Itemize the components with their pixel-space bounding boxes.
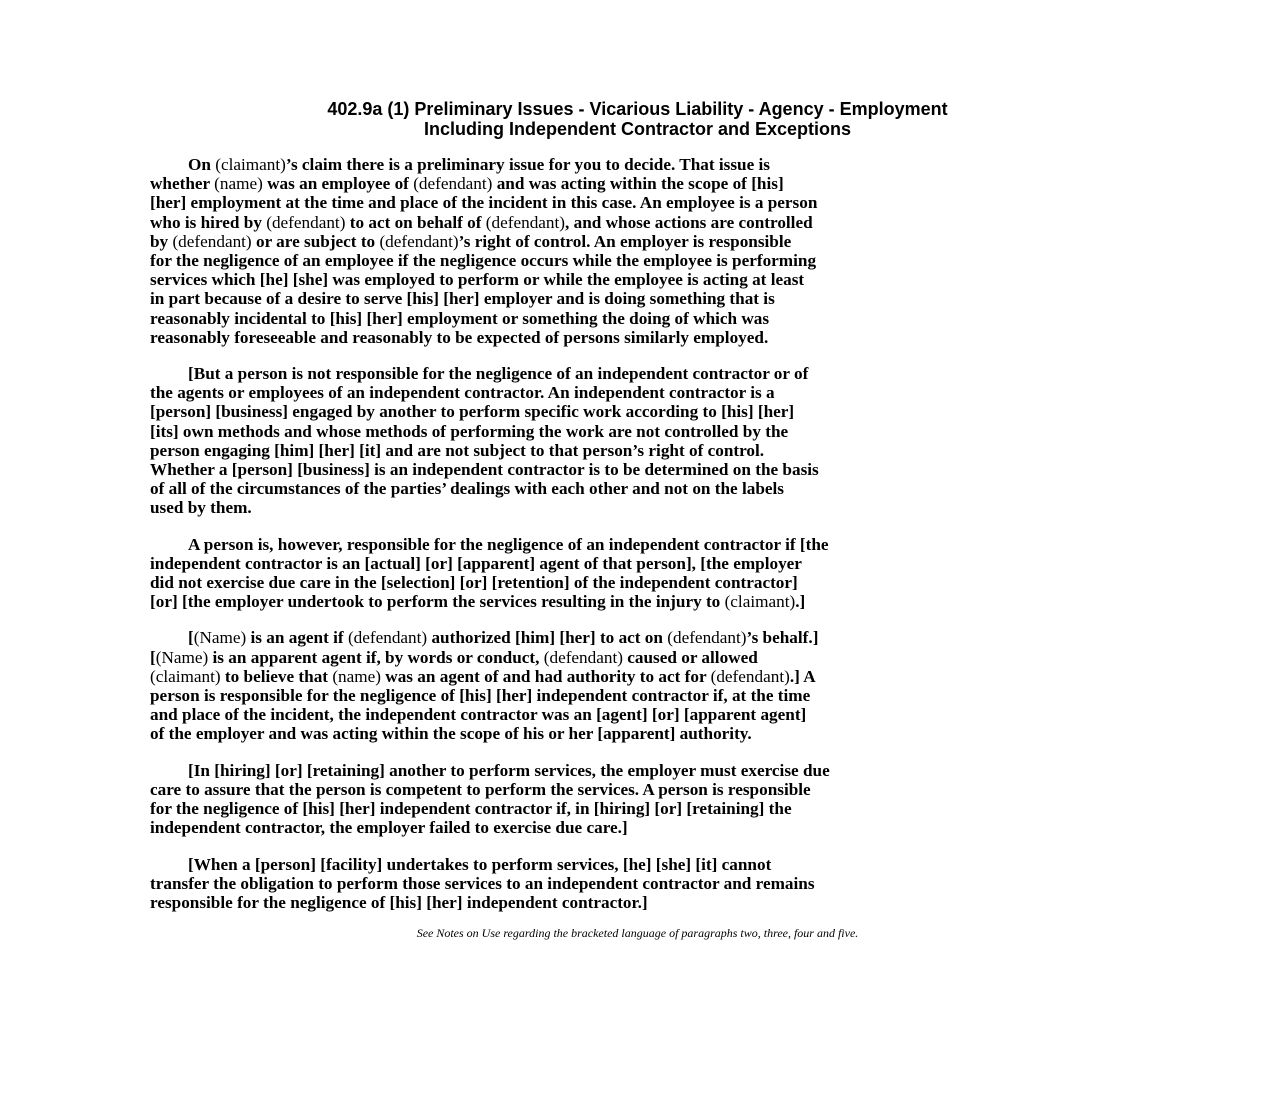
text-line bbox=[150, 174, 1130, 193]
text-line bbox=[150, 855, 1130, 874]
paragraph-employment bbox=[150, 155, 1130, 347]
text-line bbox=[150, 498, 1130, 517]
text-line bbox=[150, 232, 1130, 251]
text-segment: Whether a [person] [business] is an independent contractor is to be determined on the basis bbox=[150, 460, 819, 480]
text-segment: ’s behalf.] bbox=[746, 628, 819, 648]
text-line bbox=[150, 705, 1130, 724]
text-line bbox=[150, 441, 1130, 460]
text-line bbox=[150, 309, 1130, 328]
paragraph-nondelegable-services bbox=[150, 855, 1130, 913]
text-segment: did not exercise due care in the [selection] [or] [retention] of the independent contractor] bbox=[150, 573, 798, 593]
text-line bbox=[150, 799, 1130, 818]
text-segment: the agents or employees of an independent contractor. An independent contractor is a bbox=[150, 383, 775, 403]
text-line bbox=[150, 874, 1130, 893]
text-segment: and place of the incident, the independent contractor was an [agent] [or] [apparent agent] bbox=[150, 705, 807, 725]
text-line bbox=[150, 535, 1130, 554]
text-line bbox=[150, 780, 1130, 799]
text-segment: reasonably incidental to [his] [her] employment or something the doing of which was bbox=[150, 308, 770, 328]
placeholder-text: (name) bbox=[332, 666, 381, 686]
text-segment: independent contractor, the employer failed to exercise due care.] bbox=[150, 818, 628, 838]
text-segment: authorized [him] [her] to act on bbox=[427, 628, 668, 648]
text-line bbox=[150, 155, 1130, 174]
text-segment: [When a [person] [facility] undertakes to perform services, [he] [she] [it] cannot bbox=[188, 854, 772, 874]
text-segment: ’s right of control. An employer is responsible bbox=[458, 231, 792, 251]
text-line bbox=[150, 648, 1130, 667]
placeholder-text: (claimant) bbox=[150, 666, 221, 686]
text-segment: in part because of a desire to serve [his] [her] employer and is doing something that is bbox=[150, 289, 775, 309]
text-segment: [But a person is not responsible for the negligence of an independent contractor or of bbox=[188, 364, 809, 384]
text-segment: [In [hiring] [or] [retaining] another to perform services, the employer must exercise due bbox=[188, 760, 830, 780]
placeholder-text: (defendant) bbox=[710, 666, 790, 686]
text-line bbox=[150, 213, 1130, 232]
text-segment: for the negligence of [his] [her] independent contractor if, in [hiring] [or] [retaining] the bbox=[150, 799, 792, 819]
text-segment: services which [he] [she] was employed to perform or while the employee is acting at least bbox=[150, 270, 805, 290]
text-segment: .] A bbox=[789, 666, 816, 686]
placeholder-text: (claimant) bbox=[215, 155, 286, 174]
text-segment: to believe that bbox=[220, 666, 333, 686]
text-segment: , and whose actions are controlled bbox=[565, 212, 813, 232]
text-segment: [her] employment at the time and place of the incident in this case. An employee is a person bbox=[150, 193, 818, 213]
text-segment: On bbox=[188, 155, 216, 174]
text-line bbox=[150, 383, 1130, 402]
text-segment: or are subject to bbox=[251, 231, 380, 251]
text-line bbox=[150, 818, 1130, 837]
text-segment: was an employee of bbox=[262, 174, 414, 194]
text-line bbox=[150, 364, 1130, 383]
text-line bbox=[150, 251, 1130, 270]
text-line bbox=[150, 592, 1130, 611]
document-title bbox=[150, 99, 1125, 139]
text-segment: for the negligence of an employee if the negligence occurs while the employee is performing bbox=[150, 251, 817, 271]
text-segment: ’s claim there is a preliminary issue for you to decide. That issue is bbox=[285, 155, 770, 174]
text-segment: to act on behalf of bbox=[345, 212, 486, 232]
text-segment: used by them. bbox=[150, 498, 252, 518]
text-line bbox=[150, 289, 1130, 308]
text-segment: of all of the circumstances of the parties’ dealings with each other and not on the labels bbox=[150, 479, 784, 499]
paragraph-agency bbox=[150, 628, 1130, 743]
text-line bbox=[150, 667, 1130, 686]
notes-on-use: See Notes on Use regarding the bracketed language of paragraphs two, three, four and five. bbox=[416, 926, 859, 940]
text-line bbox=[150, 554, 1130, 573]
placeholder-text: (defendant) bbox=[266, 212, 346, 232]
text-segment: [its] own methods and whose methods of performing the work are not controlled by the bbox=[150, 421, 789, 441]
text-line bbox=[150, 686, 1130, 705]
text-line bbox=[150, 724, 1130, 743]
text-line bbox=[150, 460, 1130, 479]
paragraph-exceptions bbox=[150, 535, 1130, 612]
text-segment: [ bbox=[188, 628, 194, 648]
paragraph-independent-contractor bbox=[150, 364, 1130, 518]
text-segment: whether bbox=[150, 174, 215, 194]
placeholder-text: (defendant) bbox=[667, 628, 747, 648]
text-segment: of the employer and was acting within the scope of his or her [apparent] authority. bbox=[150, 724, 752, 744]
text-segment: care to assure that the person is competent to perform the services. A person is responsible bbox=[150, 779, 811, 799]
title-line-2: Including Independent Contractor and Exceptions bbox=[423, 119, 852, 139]
placeholder-text: (defendant) bbox=[413, 174, 493, 194]
text-segment: [ bbox=[150, 647, 156, 667]
placeholder-text: (claimant) bbox=[724, 592, 796, 612]
text-segment: person engaging [him] [her] [it] and are not subject to that person’s right of control. bbox=[150, 440, 765, 460]
text-line bbox=[150, 479, 1130, 498]
placeholder-text: (defendant) bbox=[379, 231, 459, 251]
text-segment: independent contractor is an [actual] [or] [apparent] agent of that person], [the employer bbox=[150, 553, 802, 573]
text-segment: was an agent of and had authority to act for bbox=[381, 666, 711, 686]
text-line bbox=[150, 893, 1130, 912]
text-segment: .] bbox=[795, 592, 806, 612]
text-segment: person is responsible for the negligence of [his] [her] independent contractor if, at the time bbox=[150, 686, 811, 706]
text-segment: by bbox=[150, 231, 173, 251]
text-segment: responsible for the negligence of [his] [her] independent contractor.] bbox=[150, 892, 648, 912]
placeholder-text: (defendant) bbox=[347, 628, 428, 648]
placeholder-text: (Name) bbox=[193, 628, 247, 648]
text-segment: transfer the obligation to perform those services to an independent contractor and remains bbox=[150, 873, 815, 893]
placeholder-text: (Name) bbox=[155, 647, 209, 667]
text-line bbox=[150, 193, 1130, 212]
text-line bbox=[150, 328, 1130, 347]
text-line bbox=[150, 761, 1130, 780]
text-segment: is an apparent agent if, by words or conduct, bbox=[208, 647, 544, 667]
text-line bbox=[150, 402, 1130, 421]
text-segment: A person is, however, responsible for the negligence of an independent contractor if [the bbox=[188, 534, 829, 554]
text-line bbox=[150, 422, 1130, 441]
instruction-body bbox=[150, 155, 1130, 929]
paragraph-hiring-due-care bbox=[150, 761, 1130, 838]
placeholder-text: (defendant) bbox=[172, 231, 252, 251]
placeholder-text: (defendant) bbox=[485, 212, 566, 232]
text-segment: [or] [the employer undertook to perform the services resulting in the injury to bbox=[150, 592, 725, 612]
text-segment: who is hired by bbox=[150, 212, 267, 232]
text-line bbox=[150, 573, 1130, 592]
placeholder-text: (defendant) bbox=[543, 647, 623, 667]
text-segment: and was acting within the scope of [his] bbox=[492, 174, 784, 194]
placeholder-text: (name) bbox=[214, 174, 263, 194]
text-line bbox=[150, 270, 1130, 289]
text-segment: caused or allowed bbox=[622, 647, 758, 667]
text-line bbox=[150, 628, 1130, 647]
text-segment: reasonably foreseeable and reasonably to be expected of persons similarly employed. bbox=[150, 327, 769, 347]
title-line-1: 402.9a (1) Preliminary Issues - Vicarious Liability - Agency - Employment bbox=[327, 99, 948, 119]
text-segment: [person] [business] engaged by another to perform specific work according to [his] [her] bbox=[150, 402, 795, 422]
text-segment: is an agent if bbox=[246, 628, 348, 648]
